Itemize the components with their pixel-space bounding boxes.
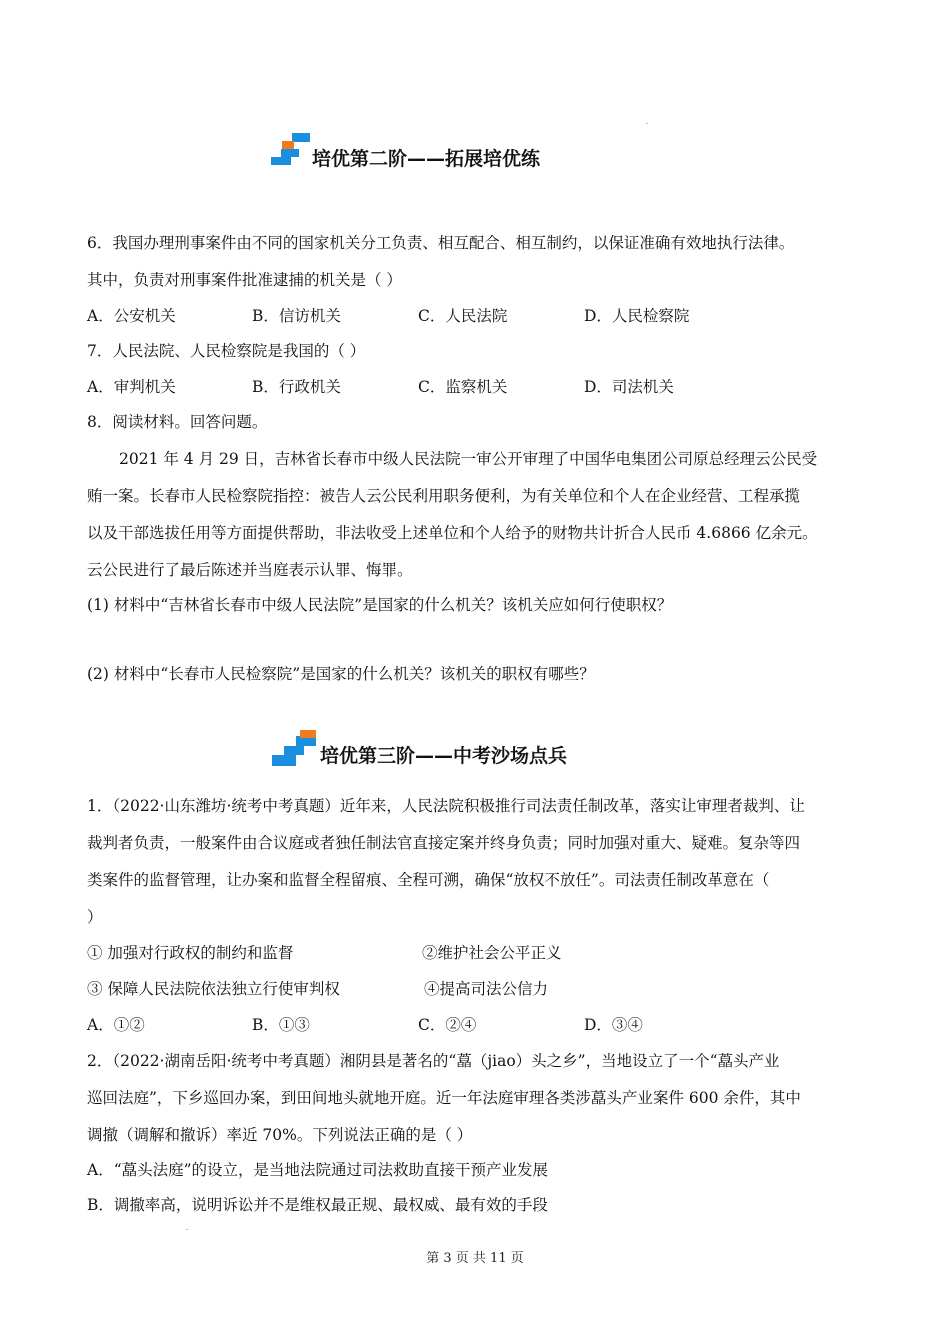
option-a: A．①② xyxy=(87,1016,145,1034)
z1-line: 类案件的监督管理，让办案和监督全程留痕、全程可溯，确保“放权不放任”。司法责任制改革意在（ xyxy=(87,871,770,889)
section-header-tier2 xyxy=(0,133,950,173)
q8-sub-question-1: (1) 材料中“吉林省长春市中级人民法院”是国家的什么机关？该机关应如何行使职权？ xyxy=(87,596,673,614)
z2-line: 2．（2022·湖南岳阳·统考中考真题）湘阴县是著名的“藠（jiao）头之乡”，当地设立了一个“藠头产业 xyxy=(87,1052,780,1070)
statement-2: ②维护社会公平正义 xyxy=(422,944,562,962)
q8-material-line: 2021 年 4 月 29 日，吉林省长春市中级人民法院一审公开审理了中国华电集团公司原总经理云公民受 xyxy=(119,450,818,468)
option-a: A．审判机关 xyxy=(87,378,176,396)
page-footer: 第 3 页 共 11 页 xyxy=(426,1251,524,1266)
option-d: D．③④ xyxy=(584,1016,643,1034)
option-a: A．公安机关 xyxy=(87,307,176,325)
z2-option-a: A．“藠头法庭”的设立，是当地法院通过司法救助直接干预产业发展 xyxy=(87,1161,549,1179)
option-c: C．②④ xyxy=(418,1016,477,1034)
statement-3: ③ 保障人民法院依法独立行使审判权 xyxy=(87,980,340,998)
statement-4: ④提高司法公信力 xyxy=(424,980,549,998)
step-logo-icon xyxy=(270,730,320,770)
q6-line2: 其中，负责对刑事案件批准逮捕的机关是（ ） xyxy=(87,271,402,289)
statement-1: ① 加强对行政权的制约和监督 xyxy=(87,944,294,962)
section-title: 培优第三阶——中考沙场点兵 xyxy=(320,745,568,767)
option-d: D．人民检察院 xyxy=(584,307,690,325)
q8-sub-question-2: (2) 材料中“长春市人民检察院”是国家的什么机关？该机关的职权有哪些？ xyxy=(87,665,595,683)
z2-line: 调撤（调解和撤诉）率近 70%。下列说法正确的是（ ） xyxy=(87,1126,473,1144)
step-logo-icon xyxy=(270,133,314,167)
option-b: B．信访机关 xyxy=(252,307,341,325)
option-b: B．①③ xyxy=(252,1016,310,1034)
q7-stem: 7．人民法院、人民检察院是我国的（ ） xyxy=(87,342,366,360)
z2-option-b: B．调撤率高，说明诉讼并不是维权最正规、最权威、最有效的手段 xyxy=(87,1196,548,1214)
option-c: C．监察机关 xyxy=(418,378,508,396)
stray-dot xyxy=(186,1229,188,1230)
option-c: C．人民法院 xyxy=(418,307,508,325)
section-title: 培优第二阶——拓展培优练 xyxy=(312,148,541,170)
z1-line: 裁判者负责，一般案件由合议庭或者独任制法官直接定案并终身负责；同时加强对重大、疑难。复杂等四 xyxy=(87,834,801,852)
q8-material-line: 以及干部选拔任用等方面提供帮助，非法收受上述单位和个人给予的财物共计折合人民币 4.6866 亿余元。 xyxy=(87,524,818,542)
q8-stem: 8．阅读材料。回答问题。 xyxy=(87,413,268,431)
q8-material-line: 云公民进行了最后陈述并当庭表示认罪、悔罪。 xyxy=(87,561,413,579)
z1-line: 1．（2022·山东潍坊·统考中考真题）近年来，人民法院积极推行司法责任制改革，落实让审理者裁判、让 xyxy=(87,797,805,815)
z1-line: ） xyxy=(87,908,103,926)
stray-dot xyxy=(646,123,648,124)
q8-material-line: 贿一案。长春市人民检察院指控：被告人云公民利用职务便利，为有关单位和个人在企业经营、工程承揽 xyxy=(87,487,801,505)
q6-line1: 6．我国办理刑事案件由不同的国家机关分工负责、相互配合、相互制约，以保证准确有效地执行法律。 xyxy=(87,234,795,252)
z2-line: 巡回法庭”，下乡巡回办案，到田间地头就地开庭。近一年法庭审理各类涉藠头产业案件 600 余件，其中 xyxy=(87,1089,801,1107)
option-d: D．司法机关 xyxy=(584,378,674,396)
option-b: B．行政机关 xyxy=(252,378,341,396)
section-header-tier3 xyxy=(0,730,950,770)
